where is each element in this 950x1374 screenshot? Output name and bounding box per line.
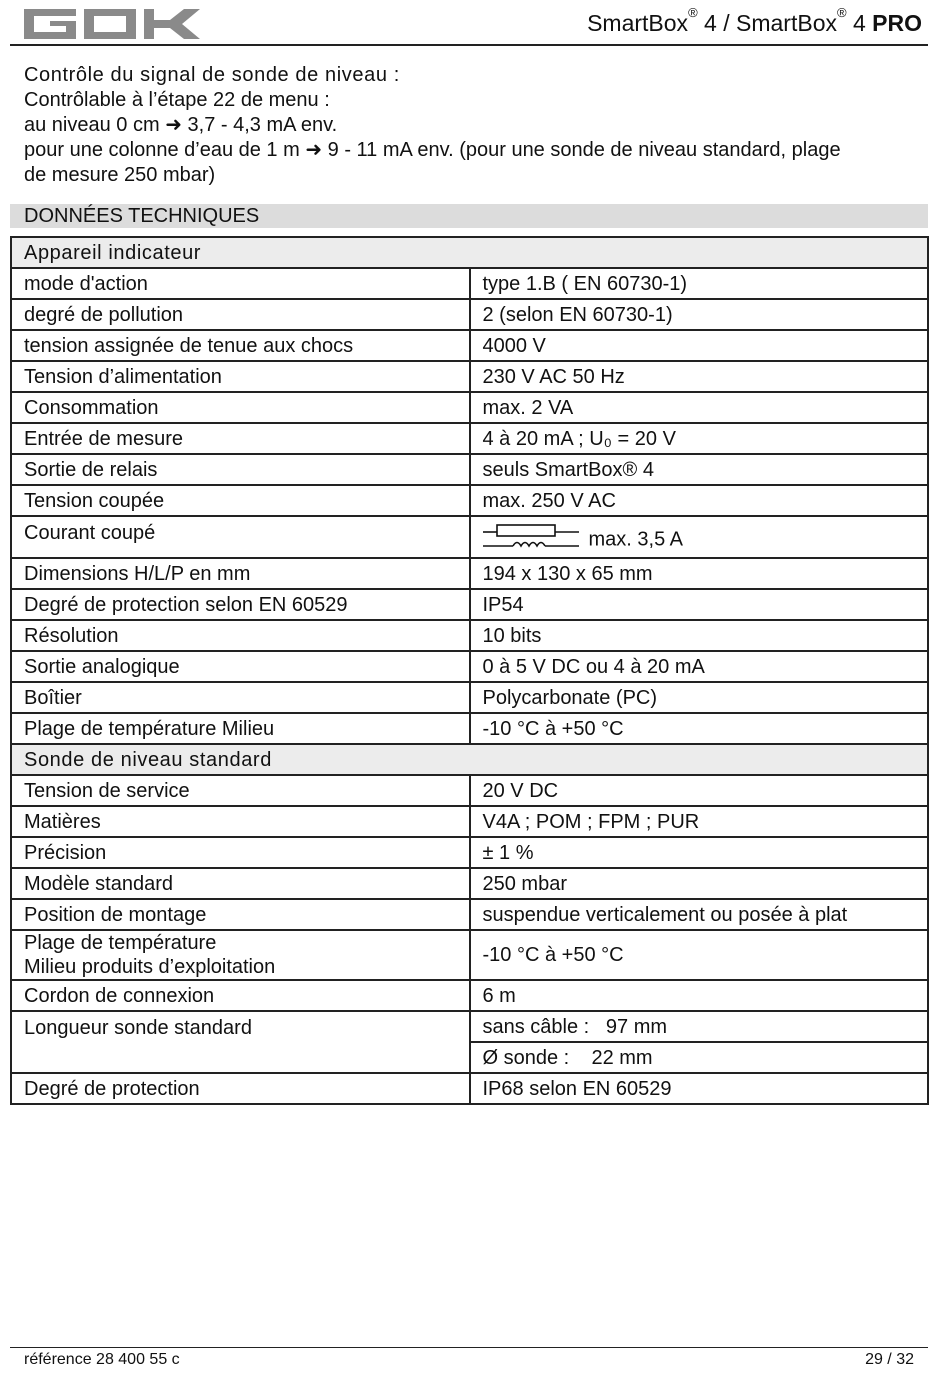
table-row (11, 682, 928, 713)
spec-label: Matières (11, 806, 470, 837)
spec-label: Modèle standard (11, 868, 470, 899)
spec-label: Résolution (11, 620, 470, 651)
spec-label: Degré de protection selon EN 60529 (11, 589, 470, 620)
table-row (11, 930, 928, 980)
table-row (11, 806, 928, 837)
spec-value: suspendue verticalement ou posée à plat (470, 899, 929, 930)
spec-label: Consommation (11, 392, 470, 423)
spec-value: ± 1 % (470, 837, 929, 868)
section-title: DONNÉES TECHNIQUES (10, 204, 928, 228)
spec-label: Précision (11, 837, 470, 868)
spec-label: tension assignée de tenue aux chocs (11, 330, 470, 361)
spec-value: IP68 selon EN 60529 (470, 1073, 929, 1104)
table-row (11, 899, 928, 930)
spec-value: max. 2 VA (470, 392, 929, 423)
group-header-row (11, 744, 928, 775)
spec-label: Boîtier (11, 682, 470, 713)
arrow-icon: ➜ (165, 114, 182, 136)
arrow-icon: ➜ (305, 139, 323, 161)
spec-value: sans câble : 97 mm (470, 1011, 929, 1042)
spec-label: Plage de température Milieu produits d’exploitation (11, 930, 470, 980)
page-footer (10, 1347, 928, 1371)
table-row (11, 558, 928, 589)
spec-value: max. 250 V AC (470, 485, 929, 516)
spec-value: IP54 (470, 589, 929, 620)
gok-logo (24, 9, 200, 39)
spec-label: Cordon de connexion (11, 980, 470, 1011)
spec-value: 194 x 130 x 65 mm (470, 558, 929, 589)
intro-line: au niveau 0 cm ➜ 3,7 - 4,3 mA env. (24, 114, 338, 136)
intro-line: de mesure 250 mbar) (24, 164, 216, 186)
spec-label: Position de montage (11, 899, 470, 930)
table-row (11, 651, 928, 682)
spec-value: -10 °C à +50 °C (470, 930, 929, 980)
table-row (11, 330, 928, 361)
spec-value: 4000 V (470, 330, 929, 361)
spec-label: Tension coupée (11, 485, 470, 516)
table-row (11, 713, 928, 744)
table-row (11, 1011, 928, 1042)
spec-value: 6 m (470, 980, 929, 1011)
spec-value: max. 3,5 A (588, 528, 683, 551)
spec-label: Sortie de relais (11, 454, 470, 485)
spec-value: 4 à 20 mA ; U₀ = 20 V (470, 423, 929, 454)
spec-value: 10 bits (470, 620, 929, 651)
table-row (11, 1073, 928, 1104)
intro-heading: Contrôle du signal de sonde de niveau : (24, 64, 400, 86)
table-row (11, 299, 928, 330)
intro-line: Contrôlable à l’étape 22 de menu : (24, 89, 330, 111)
technical-data-table (10, 236, 929, 1105)
table-row (11, 868, 928, 899)
table-row (11, 980, 928, 1011)
spec-label: Courant coupé (11, 516, 470, 558)
table-row (11, 423, 928, 454)
table-row (11, 589, 928, 620)
spec-value: 2 (selon EN 60730-1) (470, 299, 929, 330)
intro-line: pour une colonne d’eau de 1 m ➜ 9 - 11 mA env. (pour une sonde de niveau standard, plage (24, 139, 841, 161)
header-rule (10, 44, 928, 46)
spec-value-cell (470, 516, 929, 558)
spec-label: Plage de température Milieu (11, 713, 470, 744)
table-row (11, 392, 928, 423)
spec-value: 20 V DC (470, 775, 929, 806)
spec-label: Dimensions H/L/P en mm (11, 558, 470, 589)
table-row (11, 620, 928, 651)
spec-label: Tension de service (11, 775, 470, 806)
spec-value: type 1.B ( EN 60730-1) (470, 268, 929, 299)
spec-value: seuls SmartBox® 4 (470, 454, 929, 485)
spec-label: mode d'action (11, 268, 470, 299)
table-row (11, 361, 928, 392)
spec-label: degré de pollution (11, 299, 470, 330)
table-row (11, 485, 928, 516)
table-row (11, 454, 928, 485)
spec-value: Ø sonde : 22 mm (470, 1042, 929, 1073)
spec-label: Sortie analogique (11, 651, 470, 682)
footer-rule (10, 1347, 928, 1348)
page-number: 29 / 32 (865, 1351, 914, 1368)
spec-value: Polycarbonate (PC) (470, 682, 929, 713)
document-reference: référence 28 400 55 c (24, 1351, 180, 1368)
spec-value: 230 V AC 50 Hz (470, 361, 929, 392)
page-header (10, 0, 928, 46)
table-row (11, 268, 928, 299)
spec-value: 250 mbar (470, 868, 929, 899)
spec-value: 0 à 5 V DC ou 4 à 20 mA (470, 651, 929, 682)
group-header-row (11, 237, 928, 268)
spec-value: V4A ; POM ; FPM ; PUR (470, 806, 929, 837)
spec-label: Degré de protection (11, 1073, 470, 1104)
relay-coil-icon (483, 523, 581, 549)
table-row (11, 775, 928, 806)
group-header: Sonde de niveau standard (11, 744, 928, 775)
spec-label: Tension d’alimentation (11, 361, 470, 392)
product-title: SmartBox® 4 / SmartBox® 4 PRO (587, 5, 922, 36)
group-header: Appareil indicateur (11, 237, 928, 268)
table-row (11, 837, 928, 868)
spec-value: -10 °C à +50 °C (470, 713, 929, 744)
spec-label: Entrée de mesure (11, 423, 470, 454)
table-row (11, 516, 928, 558)
spec-label: Longueur sonde standard (11, 1011, 470, 1073)
probe-signal-check-text (24, 63, 924, 188)
